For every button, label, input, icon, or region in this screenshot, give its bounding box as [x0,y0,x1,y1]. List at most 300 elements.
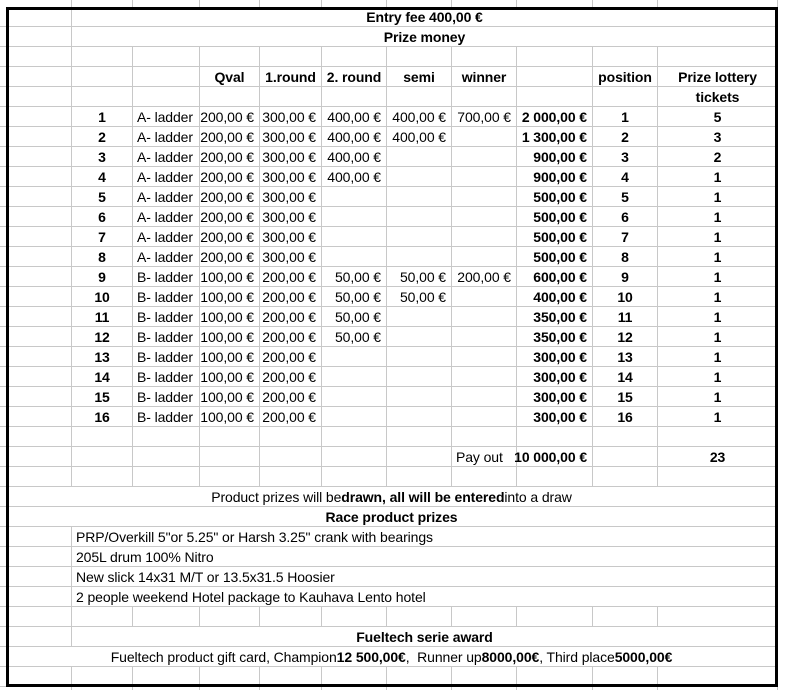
winner-cell[interactable] [452,387,517,407]
cell[interactable] [593,87,658,107]
cell[interactable] [6,547,72,567]
cell[interactable] [6,127,72,147]
cell[interactable] [72,467,133,487]
cell[interactable] [6,167,72,187]
total-cell[interactable]: 2 000,00 € [517,107,593,127]
header-round2[interactable]: 2. round [322,67,387,87]
round1-cell[interactable]: 300,00 € [260,187,322,207]
cell[interactable] [6,667,72,687]
cell[interactable] [658,47,778,67]
semi-cell[interactable] [387,187,452,207]
cell[interactable] [6,67,72,87]
cell[interactable] [593,447,658,467]
row-number-cell[interactable]: 9 [72,267,133,287]
row-number-cell[interactable]: 13 [72,347,133,367]
cell[interactable] [6,287,72,307]
round1-cell[interactable]: 300,00 € [260,147,322,167]
total-cell[interactable]: 300,00 € [517,367,593,387]
position-cell[interactable]: 16 [593,407,658,427]
round1-cell[interactable]: 200,00 € [260,327,322,347]
qval-cell[interactable]: 100,00 € [200,347,260,367]
round2-cell[interactable]: 50,00 € [322,307,387,327]
cell[interactable] [387,467,452,487]
qval-cell[interactable]: 200,00 € [200,247,260,267]
semi-cell[interactable] [387,307,452,327]
empty-row [0,47,788,67]
cell[interactable] [6,607,72,627]
race-item-cell[interactable]: New slick 14x31 M/T or 13.5x31.5 Hoosier [72,567,778,587]
total-cell[interactable]: 900,00 € [517,147,593,167]
qval-cell[interactable]: 200,00 € [200,107,260,127]
qval-cell[interactable]: 100,00 € [200,367,260,387]
cell[interactable] [452,0,517,7]
cell[interactable] [517,67,593,87]
row-number-cell[interactable]: 3 [72,147,133,167]
cell[interactable] [593,467,658,487]
cell[interactable] [260,87,322,107]
cell[interactable] [6,0,72,7]
cell[interactable] [6,227,72,247]
position-cell[interactable]: 10 [593,287,658,307]
semi-cell[interactable]: 50,00 € [387,267,452,287]
position-cell[interactable]: 8 [593,247,658,267]
ladder-cell[interactable]: A- ladder [133,107,200,127]
cell[interactable] [6,347,72,367]
cell[interactable] [6,407,72,427]
tickets-cell[interactable]: 1 [658,247,778,267]
cell[interactable] [517,667,593,687]
cell[interactable] [658,467,778,487]
cell[interactable] [6,207,72,227]
cell[interactable] [133,0,200,7]
winner-cell[interactable] [452,167,517,187]
payout-total-cell[interactable]: 10 000,00 € [517,447,593,467]
payout-label-cell[interactable]: Pay out [452,447,517,467]
cell[interactable] [387,427,452,447]
draw-note-cell[interactable] [6,487,778,507]
cell[interactable] [72,47,133,67]
cell[interactable] [260,607,322,627]
round2-cell[interactable] [322,207,387,227]
winner-cell[interactable] [452,147,517,167]
winner-cell[interactable] [452,207,517,227]
round2-cell[interactable] [322,227,387,247]
ladder-cell[interactable]: A- ladder [133,127,200,147]
winner-cell[interactable] [452,307,517,327]
row-number-cell[interactable]: 6 [72,207,133,227]
cell[interactable] [517,0,593,7]
tickets-cell[interactable]: 1 [658,307,778,327]
winner-cell[interactable] [452,407,517,427]
position-cell[interactable]: 12 [593,327,658,347]
round1-cell[interactable]: 200,00 € [260,307,322,327]
cell[interactable] [517,607,593,627]
winner-cell[interactable] [452,247,517,267]
cell[interactable] [387,87,452,107]
cell[interactable] [593,427,658,447]
cell[interactable] [593,0,658,7]
cell[interactable] [387,0,452,7]
cell[interactable] [72,607,133,627]
cell[interactable] [200,667,260,687]
total-cell[interactable]: 900,00 € [517,167,593,187]
ladder-cell[interactable]: A- ladder [133,167,200,187]
cell[interactable] [387,447,452,467]
qval-cell[interactable]: 100,00 € [200,327,260,347]
tickets-cell[interactable]: 1 [658,227,778,247]
cell[interactable] [452,667,517,687]
semi-cell[interactable] [387,407,452,427]
cell[interactable] [387,47,452,67]
round1-cell[interactable]: 300,00 € [260,227,322,247]
cell[interactable] [322,47,387,67]
tickets-cell[interactable]: 1 [658,347,778,367]
row-number-cell[interactable]: 4 [72,167,133,187]
total-cell[interactable]: 500,00 € [517,187,593,207]
cell[interactable] [260,447,322,467]
cell[interactable] [6,387,72,407]
cell[interactable] [6,27,72,47]
total-cell[interactable]: 350,00 € [517,307,593,327]
total-cell[interactable]: 300,00 € [517,347,593,367]
tickets-cell[interactable]: 1 [658,187,778,207]
semi-cell[interactable] [387,167,452,187]
tickets-cell[interactable]: 5 [658,107,778,127]
cell[interactable] [72,0,133,7]
fueltech-title-cell[interactable]: Fueltech serie award [72,627,778,647]
cell[interactable] [133,87,200,107]
round2-cell[interactable]: 400,00 € [322,147,387,167]
cell[interactable] [658,0,778,7]
position-cell[interactable]: 13 [593,347,658,367]
tickets-cell[interactable]: 1 [658,167,778,187]
winner-cell[interactable] [452,367,517,387]
qval-cell[interactable]: 200,00 € [200,167,260,187]
round1-cell[interactable]: 300,00 € [260,167,322,187]
row-number-cell[interactable]: 1 [72,107,133,127]
row-number-cell[interactable]: 10 [72,287,133,307]
qval-cell[interactable]: 200,00 € [200,207,260,227]
semi-cell[interactable]: 400,00 € [387,107,452,127]
cell[interactable] [72,67,133,87]
cell[interactable] [200,47,260,67]
cell[interactable] [200,427,260,447]
ladder-cell[interactable]: B- ladder [133,267,200,287]
round1-cell[interactable]: 300,00 € [260,207,322,227]
total-cell[interactable]: 500,00 € [517,227,593,247]
ladder-cell[interactable]: B- ladder [133,367,200,387]
semi-cell[interactable]: 50,00 € [387,287,452,307]
cell[interactable] [133,427,200,447]
cell[interactable] [322,667,387,687]
ladder-cell[interactable]: B- ladder [133,347,200,367]
ladder-cell[interactable]: B- ladder [133,387,200,407]
round1-cell[interactable]: 200,00 € [260,267,322,287]
semi-cell[interactable]: 400,00 € [387,127,452,147]
round2-cell[interactable]: 50,00 € [322,327,387,347]
header-prize-lottery[interactable]: Prize lottery [658,67,778,87]
semi-cell[interactable] [387,227,452,247]
position-cell[interactable]: 2 [593,127,658,147]
cell[interactable] [322,467,387,487]
cell[interactable] [6,307,72,327]
cell[interactable] [322,87,387,107]
round1-cell[interactable]: 300,00 € [260,247,322,267]
cell[interactable] [452,427,517,447]
cell[interactable] [133,67,200,87]
cell[interactable] [6,247,72,267]
semi-cell[interactable] [387,327,452,347]
cell[interactable] [593,607,658,627]
total-cell[interactable]: 400,00 € [517,287,593,307]
cell[interactable] [260,667,322,687]
tickets-cell[interactable]: 1 [658,407,778,427]
cell[interactable] [200,87,260,107]
semi-cell[interactable] [387,207,452,227]
cell[interactable] [452,607,517,627]
table-row [0,167,788,187]
total-cell[interactable]: 1 300,00 € [517,127,593,147]
cell[interactable] [133,667,200,687]
cell[interactable] [322,607,387,627]
cell[interactable] [6,447,72,467]
row-number-cell[interactable]: 14 [72,367,133,387]
round2-cell[interactable] [322,367,387,387]
round2-cell[interactable] [322,407,387,427]
cell[interactable] [322,0,387,7]
prize-money-cell[interactable]: Prize money [72,27,778,47]
row-number-cell[interactable]: 2 [72,127,133,147]
winner-cell[interactable] [452,327,517,347]
header-row-tickets [0,87,788,107]
cell[interactable] [260,0,322,7]
cell[interactable] [452,467,517,487]
qval-cell[interactable]: 200,00 € [200,127,260,147]
cell[interactable] [6,147,72,167]
cell[interactable] [517,47,593,67]
cell[interactable] [6,427,72,447]
cell[interactable] [200,607,260,627]
position-cell[interactable]: 15 [593,387,658,407]
cell[interactable] [6,267,72,287]
total-cell[interactable]: 500,00 € [517,247,593,267]
total-cell[interactable]: 600,00 € [517,267,593,287]
round1-cell[interactable]: 300,00 € [260,127,322,147]
header-round1[interactable]: 1.round [260,67,322,87]
qval-cell[interactable]: 100,00 € [200,307,260,327]
cell[interactable] [517,87,593,107]
position-cell[interactable]: 14 [593,367,658,387]
ladder-cell[interactable]: A- ladder [133,227,200,247]
tickets-cell[interactable]: 3 [658,127,778,147]
position-cell[interactable]: 1 [593,107,658,127]
cell[interactable] [452,47,517,67]
cell[interactable] [133,607,200,627]
qval-cell[interactable]: 100,00 € [200,287,260,307]
ladder-cell[interactable]: A- ladder [133,147,200,167]
draw-note-post: into a draw [504,488,572,505]
cell[interactable] [6,107,72,127]
cell[interactable] [593,667,658,687]
header-position[interactable]: position [593,67,658,87]
cell[interactable] [452,87,517,107]
cell[interactable] [72,427,133,447]
cell[interactable] [322,427,387,447]
ladder-cell[interactable]: A- ladder [133,187,200,207]
draw-note-row [0,487,788,507]
winner-cell[interactable]: 200,00 € [452,267,517,287]
tickets-cell[interactable]: 1 [658,327,778,347]
round2-cell[interactable]: 50,00 € [322,287,387,307]
cell[interactable] [387,607,452,627]
row-number-cell[interactable]: 5 [72,187,133,207]
ladder-cell[interactable]: B- ladder [133,307,200,327]
tickets-cell[interactable]: 1 [658,367,778,387]
row-number-cell[interactable]: 15 [72,387,133,407]
cell[interactable] [200,447,260,467]
round1-cell[interactable]: 200,00 € [260,407,322,427]
winner-cell[interactable] [452,287,517,307]
cell[interactable] [260,427,322,447]
cell[interactable] [658,667,778,687]
cell[interactable] [6,367,72,387]
cell[interactable] [6,627,72,647]
qval-cell[interactable]: 200,00 € [200,147,260,167]
round1-cell[interactable]: 200,00 € [260,387,322,407]
cell[interactable] [6,567,72,587]
round1-cell[interactable]: 300,00 € [260,107,322,127]
cell[interactable] [133,467,200,487]
total-cell[interactable]: 300,00 € [517,407,593,427]
race-item-cell[interactable]: 2 people weekend Hotel package to Kauhava Lento hotel [72,587,778,607]
tickets-cell[interactable]: 2 [658,147,778,167]
cell[interactable] [6,187,72,207]
cell[interactable] [6,527,72,547]
cell[interactable] [517,427,593,447]
winner-cell[interactable] [452,127,517,147]
cell[interactable] [6,87,72,107]
round2-cell[interactable] [322,247,387,267]
cell[interactable] [72,87,133,107]
round2-cell[interactable]: 50,00 € [322,267,387,287]
table-row [0,327,788,347]
tickets-cell[interactable]: 1 [658,267,778,287]
winner-cell[interactable] [452,187,517,207]
cell[interactable] [200,467,260,487]
row-number-cell[interactable]: 12 [72,327,133,347]
cell[interactable] [322,447,387,467]
round1-cell[interactable]: 200,00 € [260,287,322,307]
semi-cell[interactable] [387,247,452,267]
race-item-cell[interactable]: 205L drum 100% Nitro [72,547,778,567]
payout-tickets-cell[interactable]: 23 [658,447,778,467]
semi-cell[interactable] [387,147,452,167]
fueltech-line-cell[interactable] [6,647,778,667]
cell[interactable] [6,467,72,487]
round2-cell[interactable] [322,387,387,407]
table-row [0,367,788,387]
tickets-cell[interactable]: 1 [658,287,778,307]
position-cell[interactable]: 9 [593,267,658,287]
cell[interactable] [593,47,658,67]
cell[interactable] [658,427,778,447]
cell[interactable] [72,667,133,687]
cell[interactable] [6,47,72,67]
header-winner[interactable]: winner [452,67,517,87]
ladder-cell[interactable]: A- ladder [133,247,200,267]
winner-cell[interactable] [452,227,517,247]
header-semi[interactable]: semi [387,67,452,87]
cell[interactable] [260,47,322,67]
position-cell[interactable]: 4 [593,167,658,187]
round2-cell[interactable] [322,187,387,207]
round1-cell[interactable]: 200,00 € [260,347,322,367]
round2-cell[interactable]: 400,00 € [322,107,387,127]
ladder-cell[interactable]: B- ladder [133,407,200,427]
tickets-cell[interactable]: 1 [658,387,778,407]
qval-cell[interactable]: 100,00 € [200,387,260,407]
header-qval[interactable]: Qval [200,67,260,87]
semi-cell[interactable] [387,347,452,367]
ladder-cell[interactable]: B- ladder [133,327,200,347]
cell[interactable] [517,467,593,487]
semi-cell[interactable] [387,387,452,407]
position-cell[interactable]: 6 [593,207,658,227]
entry-fee-cell[interactable]: Entry fee 400,00 € [72,7,778,27]
position-cell[interactable]: 5 [593,187,658,207]
cell[interactable] [133,447,200,467]
cell[interactable] [387,667,452,687]
cell[interactable] [6,327,72,347]
row-number-cell[interactable]: 11 [72,307,133,327]
total-cell[interactable]: 500,00 € [517,207,593,227]
winner-cell[interactable] [452,347,517,367]
total-cell[interactable]: 350,00 € [517,327,593,347]
qval-cell[interactable]: 100,00 € [200,267,260,287]
cell[interactable] [72,447,133,467]
header-tickets[interactable]: tickets [658,87,778,107]
cell[interactable] [200,0,260,7]
table-row [0,187,788,207]
round2-cell[interactable]: 400,00 € [322,167,387,187]
position-cell[interactable]: 11 [593,307,658,327]
qval-cell[interactable]: 200,00 € [200,227,260,247]
total-cell[interactable]: 300,00 € [517,387,593,407]
row-number-cell[interactable]: 7 [72,227,133,247]
position-cell[interactable]: 7 [593,227,658,247]
winner-cell[interactable]: 700,00 € [452,107,517,127]
race-item-cell[interactable]: PRP/Overkill 5"or 5.25" or Harsh 3.25" crank with bearings [72,527,778,547]
tickets-cell[interactable]: 1 [658,207,778,227]
cell[interactable] [260,467,322,487]
round1-cell[interactable]: 200,00 € [260,367,322,387]
race-title-cell[interactable]: Race product prizes [6,507,778,527]
cell[interactable] [6,587,72,607]
ladder-cell[interactable]: B- ladder [133,287,200,307]
cell[interactable] [6,7,72,27]
position-cell[interactable]: 3 [593,147,658,167]
round2-cell[interactable] [322,347,387,367]
qval-cell[interactable]: 100,00 € [200,407,260,427]
ladder-cell[interactable]: A- ladder [133,207,200,227]
cell[interactable] [658,607,778,627]
round2-cell[interactable]: 400,00 € [322,127,387,147]
row-number-cell[interactable]: 16 [72,407,133,427]
cell[interactable] [133,47,200,67]
row-number-cell[interactable]: 8 [72,247,133,267]
semi-cell[interactable] [387,367,452,387]
qval-cell[interactable]: 200,00 € [200,187,260,207]
